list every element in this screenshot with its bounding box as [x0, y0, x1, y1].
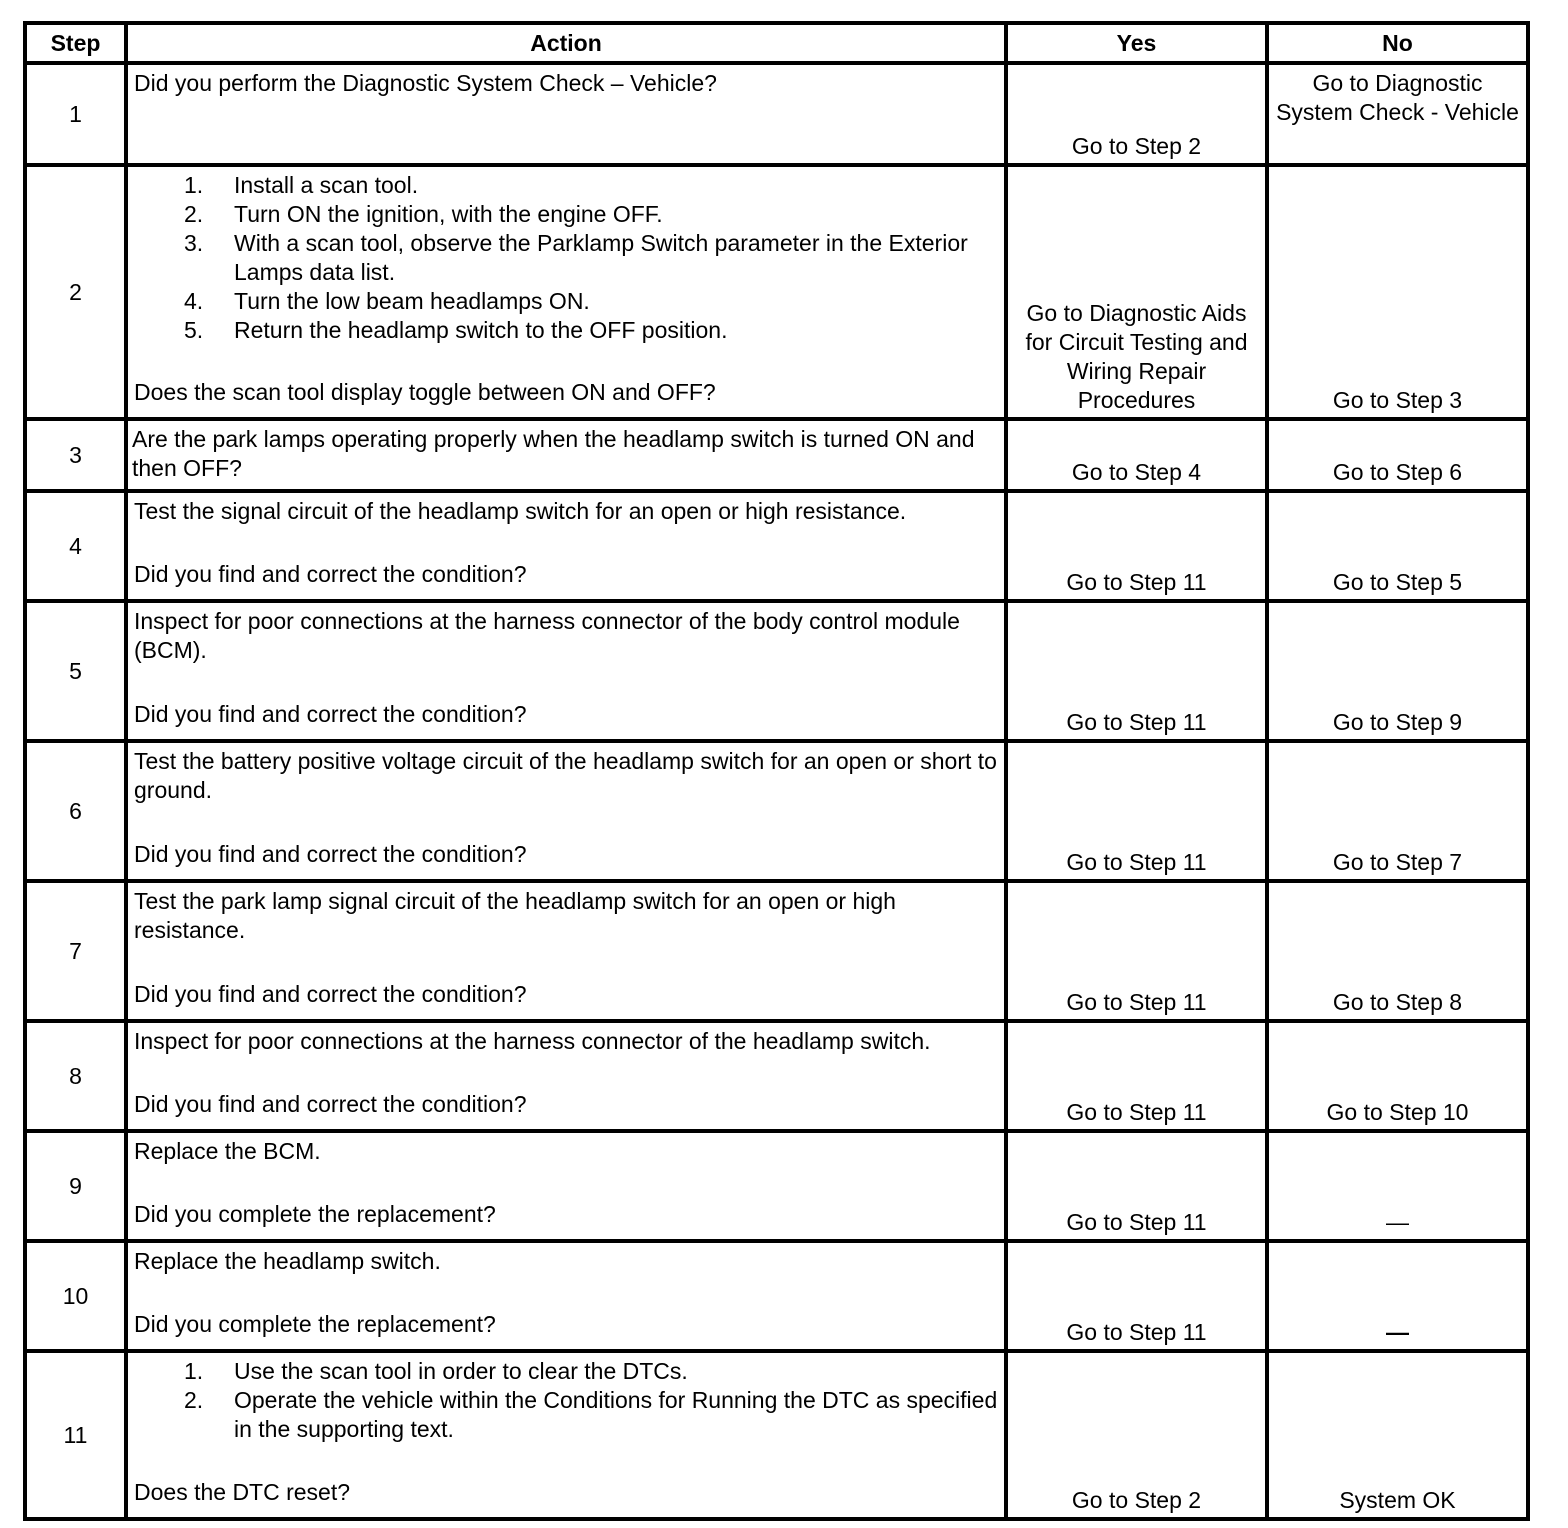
- no-result: Go to Step 7: [1267, 741, 1528, 881]
- question-text: Are the park lamps operating properly when the headlamp switch is turned ON and then OFF?: [132, 426, 975, 481]
- yes-result: Go to Step 11: [1006, 1021, 1267, 1131]
- yes-result: Go to Diagnostic Aids for Circuit Testing and Wiring Repair Procedures: [1006, 165, 1267, 419]
- action-cell: [126, 741, 1006, 881]
- table-row: [25, 1021, 1528, 1131]
- no-result: Go to Step 6: [1267, 419, 1528, 491]
- step-number: 6: [25, 741, 126, 881]
- yes-result: Go to Step 11: [1006, 601, 1267, 741]
- yes-result: Go to Step 4: [1006, 419, 1267, 491]
- header-yes: Yes: [1006, 23, 1267, 63]
- yes-result: Go to Step 11: [1006, 1131, 1267, 1241]
- no-result: —: [1267, 1241, 1528, 1351]
- action-cell: [126, 491, 1006, 601]
- table-header-row: [25, 23, 1528, 63]
- no-result: Go to Step 9: [1267, 601, 1528, 741]
- instruction-text: Test the battery positive voltage circuit of the headlamp switch for an open or short to ground.: [134, 748, 997, 803]
- table-row: [25, 741, 1528, 881]
- action-cell: [126, 881, 1006, 1021]
- list-item: 5. Return the headlamp switch to the OFF position.: [184, 317, 728, 343]
- question-text: Did you find and correct the condition?: [134, 1091, 527, 1117]
- yes-result: Go to Step 2: [1006, 63, 1267, 165]
- list-item: 2. Turn ON the ignition, with the engine OFF.: [184, 201, 663, 227]
- instruction-text: Inspect for poor connections at the harness connector of the body control module (BCM).: [134, 608, 960, 663]
- action-cell: [126, 419, 1006, 491]
- no-result: Go to Step 10: [1267, 1021, 1528, 1131]
- no-result: [1267, 63, 1528, 165]
- no-result: Go to Step 5: [1267, 491, 1528, 601]
- table-row: [25, 491, 1528, 601]
- table-row: [25, 1351, 1528, 1519]
- header-no: No: [1267, 23, 1528, 63]
- step-number: 4: [25, 491, 126, 601]
- no-result: Go to Step 8: [1267, 881, 1528, 1021]
- instruction-text: Replace the headlamp switch.: [134, 1248, 441, 1274]
- action-cell: [126, 1131, 1006, 1241]
- step-number: 3: [25, 419, 126, 491]
- no-result: —: [1267, 1131, 1528, 1241]
- yes-result: Go to Step 11: [1006, 741, 1267, 881]
- list-item: 1. Install a scan tool.: [184, 172, 419, 198]
- question-text: Did you find and correct the condition?: [134, 841, 527, 867]
- action-cell: [126, 63, 1006, 165]
- list-item: 2. Operate the vehicle within the Conditions for Running the DTC as specified in the supporting text.: [184, 1387, 998, 1442]
- list-item: 4. Turn the low beam headlamps ON.: [184, 288, 590, 314]
- yes-result: Go to Step 2: [1006, 1351, 1267, 1519]
- action-cell: [126, 1351, 1006, 1519]
- action-cell: [126, 165, 1006, 419]
- question-text: Did you perform the Diagnostic System Check – Vehicle?: [134, 70, 717, 96]
- no-result: Go to Step 3: [1267, 165, 1528, 419]
- question-text: Does the scan tool display toggle between ON and OFF?: [134, 379, 716, 405]
- list-item: 1. Use the scan tool in order to clear the DTCs.: [184, 1358, 688, 1384]
- step-number: 5: [25, 601, 126, 741]
- question-text: Did you find and correct the condition?: [134, 981, 527, 1007]
- table-row: [25, 601, 1528, 741]
- question-text: Did you complete the replacement?: [134, 1311, 496, 1337]
- step-number: 7: [25, 881, 126, 1021]
- header-action: Action: [126, 23, 1006, 63]
- step-number: 2: [25, 165, 126, 419]
- diagnostic-table: [23, 21, 1530, 1521]
- table-row: [25, 63, 1528, 165]
- question-text: Did you complete the replacement?: [134, 1201, 496, 1227]
- step-number: 1: [25, 63, 126, 165]
- yes-result: Go to Step 11: [1006, 491, 1267, 601]
- step-number: 11: [25, 1351, 126, 1519]
- instruction-text: Test the park lamp signal circuit of the headlamp switch for an open or high resistance.: [134, 888, 896, 943]
- no-result-text: Go to Diagnostic System Check - Vehicle: [1276, 70, 1519, 125]
- table-row: [25, 1241, 1528, 1351]
- instruction-text: Inspect for poor connections at the harness connector of the headlamp switch.: [134, 1028, 931, 1054]
- instruction-text: Replace the BCM.: [134, 1138, 321, 1164]
- procedure-list: [134, 171, 1000, 345]
- table-row: [25, 419, 1528, 491]
- list-item: 3. With a scan tool, observe the Parklamp Switch parameter in the Exterior Lamps data list.: [184, 230, 968, 285]
- header-step: Step: [25, 23, 126, 63]
- question-text: Did you find and correct the condition?: [134, 561, 527, 587]
- step-number: 8: [25, 1021, 126, 1131]
- action-cell: [126, 601, 1006, 741]
- question-text: Did you find and correct the condition?: [134, 701, 527, 727]
- no-result: System OK: [1267, 1351, 1528, 1519]
- table-row: [25, 1131, 1528, 1241]
- table-row: [25, 165, 1528, 419]
- action-cell: [126, 1241, 1006, 1351]
- instruction-text: Test the signal circuit of the headlamp switch for an open or high resistance.: [134, 498, 907, 524]
- yes-result: Go to Step 11: [1006, 881, 1267, 1021]
- table-row: [25, 881, 1528, 1021]
- action-cell: [126, 1021, 1006, 1131]
- yes-result: Go to Step 11: [1006, 1241, 1267, 1351]
- step-number: 9: [25, 1131, 126, 1241]
- step-number: 10: [25, 1241, 126, 1351]
- question-text: Does the DTC reset?: [134, 1479, 351, 1505]
- procedure-list: [134, 1357, 1000, 1444]
